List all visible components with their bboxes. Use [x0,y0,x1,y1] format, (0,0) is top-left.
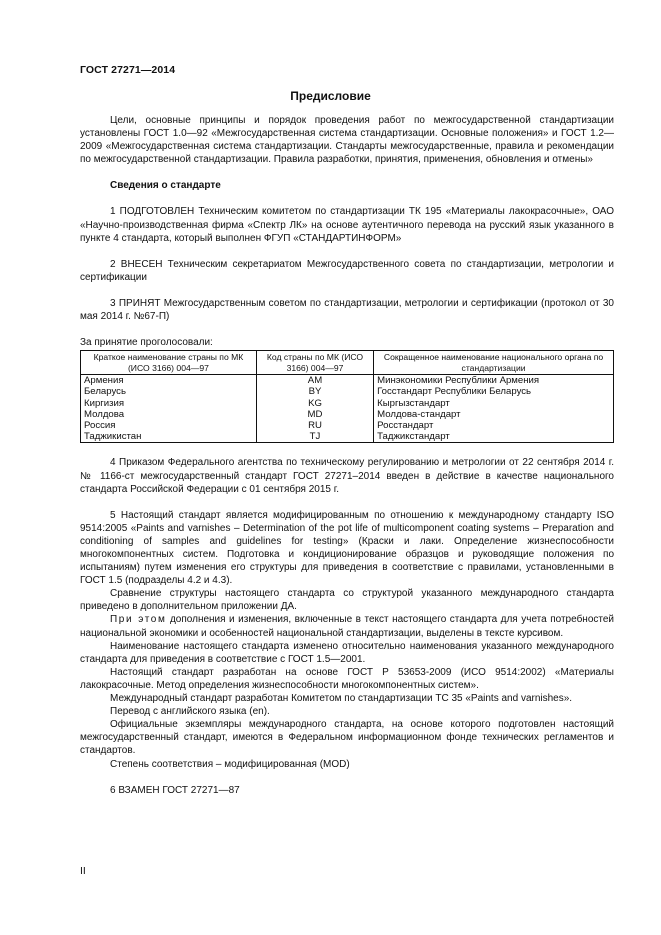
table-row [81,431,614,443]
country-cell: Киргизия [81,398,257,409]
country-cell: Армения [81,375,257,387]
item-1-paragraph: 1 ПОДГОТОВЛЕН Техническим комитетом по стандартизации ТК 195 «Материалы лакокрасочные», ОАО «Научно-производственная фирма «Спектр ЛК» на основе аутентичного перевода на русский язык указанного в пункте 4 стандарта, который выполнен ФГУП «СТАНДАРТИНФОРМ» [80,206,614,244]
document-body [80,114,614,797]
page-title: Предисловие [290,89,371,103]
item-5-paragraph: 5 Настоящий стандарт является модифицированным по отношению к международному стандарту ISO 9514:2005 «Paints and varnishes – Determination of the pot life of multicomponent coating systems – Preparation and conditioning of samples and guidelines for testing» (Краски и лаки. Определение жизнеспособности многокомпонентных систем. Подготовка и кондиционирование образцов и руководящие положения по испытаниям) путем изменения его структуры для приведения в соответствие с правилами, установленными в ГОСТ 1.5 (подразделы 4.2 и 4.3). [80,509,614,587]
code-cell: TJ [256,431,373,443]
item-5-additions-paragraph [80,613,614,639]
body-cell: Минэкономики Республики Армения [374,375,614,387]
spaced-emphasis-text: При этом [110,614,167,626]
code-cell: KG [256,398,373,409]
country-cell: Молдова [81,409,257,420]
intro-paragraph: Цели, основные принципы и порядок проведения работ по межгосударственной стандартизации установлены ГОСТ 1.0—92 «Межгосударственная система стандартизации. Основные положения» и ГОСТ 1.2—2009 «Межгосударственная система стандартизации. Стандарты межгосударственные, правила и рекомендации по межгосударственной стандартизации. Правила разработки, принятия, применения, обновления и отмены» [80,115,614,166]
table-row [81,409,614,420]
body-cell: Росстандарт [374,420,614,431]
item-5-official-copies-paragraph: Официальные экземпляры международного стандарта, на основе которого подготовлен настоящий межгосударственный стандарт, имеются в Федеральном информационном фонде технических регламентов и стандартов. [80,719,614,757]
standard-code-header: ГОСТ 27271—2014 [80,64,176,76]
column-header-country: Краткое наименование страны по МК (ИСО 3166) 004—97 [81,351,257,375]
country-cell: Таджикистан [81,431,257,443]
code-cell: AM [256,375,373,387]
item-6-paragraph: 6 ВЗАМЕН ГОСТ 27271—87 [110,784,240,796]
item-4-paragraph: 4 Приказом Федерального агентства по техническому регулированию и метрологии от 22 сентября 2014 г. № 1166-ст межгосударственный стандарт ГОСТ 27271–2014 введен в действие в качестве национального стандарта Российской Федерации с 01 сентября 2015 г. [80,457,614,495]
body-cell: Госстандарт Республики Беларусь [374,386,614,397]
body-cell: Кыргызстандарт [374,398,614,409]
code-cell: BY [256,386,373,397]
subheading-about-standard: Сведения о стандарте [110,180,221,192]
table-row [81,375,614,387]
table-row [81,386,614,397]
table-row [81,420,614,431]
item-5-conformity-paragraph: Степень соответствия – модифицированная (MOD) [110,758,350,770]
column-header-body: Сокращенное наименование национального органа по стандартизации [374,351,614,375]
code-cell: RU [256,420,373,431]
item-5-basis-paragraph: Настоящий стандарт разработан на основе ГОСТ Р 53653-2009 (ИСО 9514:2002) «Материалы лакокрасочные. Метод определения жизнеспособности многокомпонентных систем». [80,666,614,691]
votes-label: За принятие проголосовали: [80,337,213,349]
country-cell: Беларусь [81,386,257,397]
code-cell: MD [256,409,373,420]
item-2-paragraph: 2 ВНЕСЕН Техническим секретариатом Межгосударственного совета по стандартизации, метрологии и сертификации [80,258,614,283]
body-cell: Молдова-стандарт [374,409,614,420]
item-5-translation-paragraph: Перевод с английского языка (en). [110,706,270,718]
item-3-paragraph: 3 ПРИНЯТ Межгосударственным советом по стандартизации, метрологии и сертификации (протокол от 30 мая 2014 г. №67-П) [80,297,614,323]
additions-text: дополнения и изменения, включенные в текст настоящего стандарта для учета потребностей национальной экономики и особенностей национальной стандартизации, выделены в тексте курсивом. [80,614,614,639]
item-5-comparison-paragraph: Сравнение структуры настоящего стандарта со структурой указанного международного стандарта приведено в дополнительном приложении ДА. [80,588,614,613]
page-number: II [80,865,86,877]
body-cell: Таджикстандарт [374,431,614,443]
item-5-committee-paragraph: Международный стандарт разработан Комитетом по стандартизации ТС 35 «Paints and varnishes». [110,693,573,705]
column-header-code: Код страны по МК (ИСО 3166) 004—97 [256,351,373,375]
votes-table-header-row [81,351,614,375]
country-cell: Россия [81,420,257,431]
item-5-name-change-paragraph: Наименование настоящего стандарта изменено относительно наименования указанного международного стандарта для приведения в соответствие с ГОСТ 1.5—2001. [80,640,614,665]
votes-table [80,350,614,443]
table-row [81,398,614,409]
